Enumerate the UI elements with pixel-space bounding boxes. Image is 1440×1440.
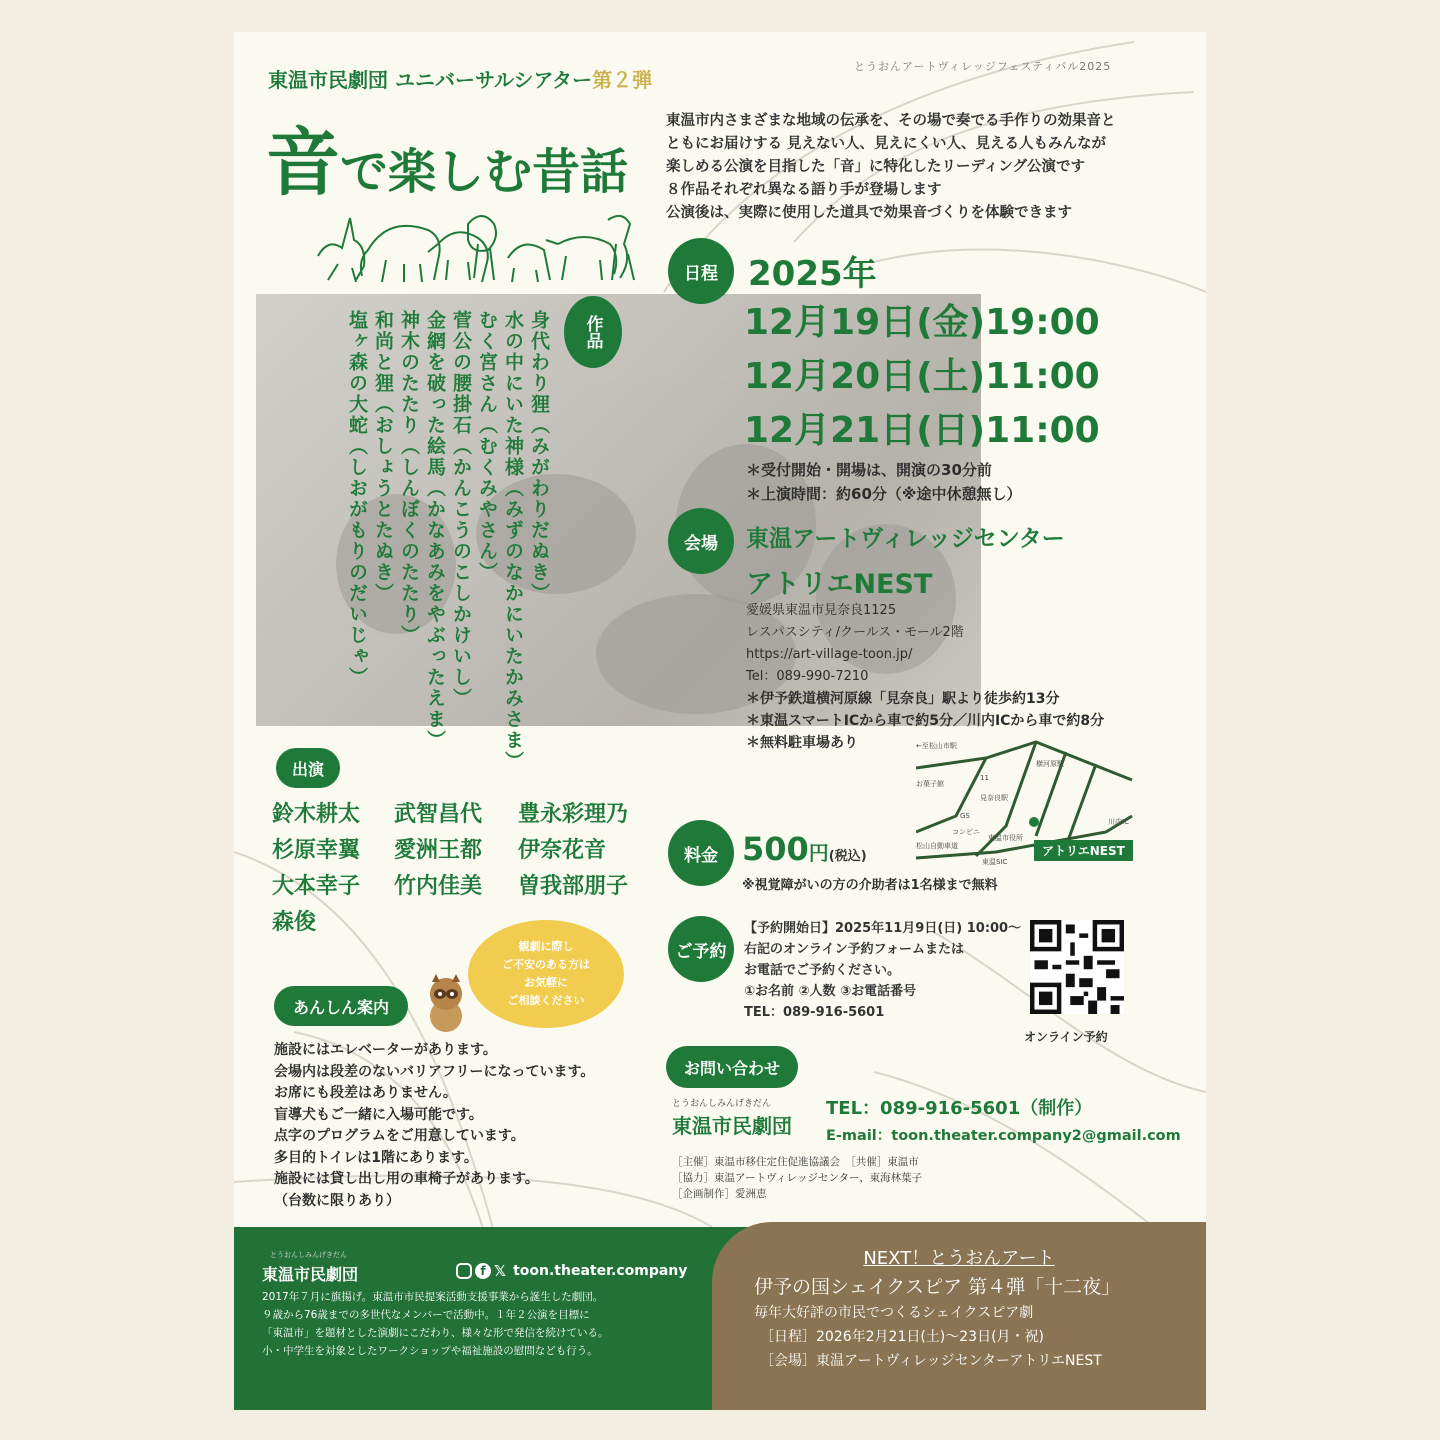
map-label: コンビニ [952,828,980,836]
footer-ruby: とうおんしみんげきだん [270,1251,347,1259]
intro-line: ８作品それぞれ異なる語り手が登場します [666,182,942,198]
festival-name: とうおんアートヴィレッジフェスティバル2025 [854,60,1112,73]
price-tax: (税込) [828,849,867,864]
schedule-date: 12月19日(金)19:00 [744,302,1100,343]
anshin-item: 多目的トイレは1階にあります。 [274,1149,478,1166]
map-label: 東温SIC [982,858,1008,866]
venue-pin-icon [1029,817,1039,827]
next-title: NEXT！とうおんアート [863,1248,1055,1269]
social-handle[interactable]: toon.theater.company [513,1263,688,1279]
x-icon[interactable]: 𝕏 [494,1262,507,1280]
price-amount [742,830,867,868]
series-text: 東温市民劇団 ユニバーサルシアター [268,68,593,92]
next-show-title: 伊予の国シェイクスピア 第４弾「十二夜」 [754,1276,1121,1298]
qr-code-icon[interactable] [1030,920,1124,1014]
contact-tel: TEL：089-916-5601（制作） [826,1098,1093,1119]
work-item: 菅公の腰掛石（かんこうのこしかけいし） [450,310,472,709]
map-label: 川内IC [1108,818,1129,826]
map-label: 東温市役所 [988,834,1023,842]
cast-name: 竹内佳美 [394,874,483,899]
reserve-line: 右記のオンライン予約フォームまたは [744,942,964,957]
title-rest: で楽しむ昔話 [340,144,629,200]
schedule-date: 12月21日(日)11:00 [744,410,1100,451]
work-item: 金網を破った絵馬（かなあみをやぶったえま） [424,310,446,751]
reserve-line: お電話でご予約ください。 [744,963,901,978]
bubble-line: お気軽に [524,976,568,989]
cast-name: 鈴木耕太 [272,802,361,827]
access-note: ＊無料駐車場あり [746,735,858,751]
intro-line: 楽しめる公演を目指した「音」に特化したリーディング公演です [666,159,1086,175]
anshin-item: 点字のプログラムをご用意しています。 [274,1128,525,1144]
work-item: 神木のたたり（しんぼくのたたり） [398,310,420,646]
anshin-item: （台数に限りあり） [274,1192,400,1209]
credits [672,1154,922,1202]
contact-email[interactable]: E-mail：toon.theater.company2@gmail.com [826,1128,1181,1144]
access-note: ＊東温スマートICから車で約5分／川内ICから車で約8分 [746,713,1105,729]
next-date: ［日程］2026年2月21日(土)～23日(月・祝) [760,1329,1045,1345]
contact-org: 東温市民劇団 [672,1114,792,1138]
anshin-label: あんしん案内 [274,986,408,1026]
price-unit: 円 [808,841,829,865]
footer-org: 東温市民劇団 [262,1265,359,1284]
credit-line: ［企画制作］愛洲恵 [672,1188,767,1200]
reserve-line: ①お名前 ②人数 ③お電話番号 [744,984,917,999]
works-list [345,310,551,772]
footer-desc-line: ９歳から76歳までの多世代なメンバーで活動中。１年２公演を目標に [262,1309,590,1321]
cast-name: 豊永彩理乃 [518,802,629,827]
instagram-icon[interactable] [456,1263,472,1279]
venue-details [746,600,1104,754]
schedule-note: ＊上演時間：約60分（※途中休憩無し） [746,485,1022,503]
map-label: 松山自動車道 [916,842,958,850]
main-title [266,104,628,210]
cast-grid [272,798,648,940]
schedule-label: 日程 [668,238,734,304]
bubble-line: ご相談ください [507,994,585,1007]
map-label: 11 [980,774,989,782]
anshin-item: 盲導犬もご一緒に入場可能です。 [274,1106,483,1123]
cast-name: 大本幸子 [272,874,361,899]
intro-line: 東温市内さまざまな地域の伝承を、その場で奏でる手作りの効果音と [666,113,1116,129]
credit-line: ［主催］東温市移住定住促進協議会 ［共催］東温市 [672,1156,919,1168]
venue-tel: Tel：089-990-7210 [746,669,869,684]
price-note: ※視覚障がいの方の介助者は1名様まで無料 [742,878,998,893]
anshin-item: お席にも段差はありません。 [274,1085,457,1101]
schedule-note: ＊受付開始・開場は、開演の30分前 [746,461,992,479]
anshin-item: 施設には貸し出し用の車椅子があります。 [274,1171,539,1187]
venue-name: 東温アートヴィレッジセンター [746,526,1065,552]
intro-line: 公演後は、実際に使用した道具で効果音づくりを体験できます [666,205,1072,221]
cast-name: 曽我部朋子 [518,874,629,899]
schedule-year: 2025年 [748,254,877,294]
work-item: 水の中にいた神様（みずのなかにいたかみさま） [502,310,524,772]
footer-desc-line: 「東温市」を題材とした演劇にこだわり、様々な形で発信を続けている。 [262,1327,609,1339]
price-label: 料金 [668,820,734,886]
flyer [234,32,1206,1410]
venue-label: 会場 [668,508,734,574]
cast-name: 森俊 [272,910,317,935]
work-item: 身代わり狸（みがわりだぬき） [528,310,550,604]
social-icons [456,1262,687,1280]
series-number: 第２弾 [592,68,653,92]
contact-label: お問い合わせ [666,1046,798,1088]
reserve-line: TEL：089-916-5601 [744,1005,885,1020]
anshin-item: 会場内は段差のないバリアフリーになっています。 [274,1063,595,1080]
reserve-label: ご予約 [668,916,734,982]
cast-name: 杉原幸翼 [272,838,361,863]
work-item: むく宮さん（むくみやさん） [476,310,498,583]
venue-url[interactable]: https://art-village-toon.jp/ [746,647,913,662]
cast-name: 伊奈花音 [518,838,607,863]
tanuki-icon [420,972,472,1034]
work-item: 塩ヶ森の大蛇（しおがもりのだいじゃ） [346,310,368,688]
footer-description [262,1288,609,1360]
bubble-line: 観劇に際し [518,940,574,953]
facebook-icon[interactable]: f [475,1263,491,1279]
work-item: 和尚と狸（おしょうとたぬき） [372,310,394,604]
anshin-list [274,1040,594,1212]
cast-name: 愛洲王都 [394,838,483,863]
map-label: 横河原駅 [1036,760,1064,768]
venue-address: 愛媛県東温市見奈良1125 [746,603,897,618]
animal-parade-illustration [308,204,648,286]
access-note: ＊伊予鉄道横河原線「見奈良」駅より徒歩約13分 [746,691,1060,707]
reserve-line: 【予約開始日】2025年11月9日(日) 10:00～ [744,921,1022,936]
consult-bubble [468,920,624,1028]
schedule-dates [744,296,1100,458]
next-venue: ［会場］東温アートヴィレッジセンターアトリエNEST [760,1353,1102,1369]
map-label: ←至松山市駅 [916,742,957,750]
works-label: 作品 [564,296,622,368]
anshin-item: 施設にはエレベーターがあります。 [274,1042,497,1058]
venue-address-2: レスパスシティ/クールス・モール2階 [746,625,964,640]
credit-line: ［協力］東温アートヴィレッジセンター、東海林葉子 [672,1172,923,1184]
cast-name: 武智昌代 [394,802,483,827]
intro-paragraph [666,110,1116,225]
schedule-date: 12月20日(土)11:00 [744,356,1100,397]
contact-ruby: とうおんしみんげきだん [672,1099,772,1109]
footer-desc-line: 小・中学生を対象としたワークショップや福祉施設の慰問なども行う。 [262,1345,598,1357]
intro-line: ともにお届けする 見えない人、見えにくい人、見える人もみんなが [666,136,1107,152]
map-venue-badge: アトリエNEST [1034,840,1133,861]
price-value: 500 [742,830,809,868]
footer-desc-line: 2017年７月に旗揚げ。東温市市民提案活動支援事業から誕生した劇団。 [262,1291,604,1303]
cast-label: 出演 [276,748,340,788]
map-label: お菓子館 [916,780,944,788]
map-label: GS [960,812,970,820]
map-label: 見奈良駅 [980,794,1008,802]
reserve-details [744,918,1021,1023]
bubble-line: ご不安のある方は [502,958,590,971]
title-big-char: 音 [266,120,340,206]
series-line [268,64,652,93]
schedule-notes [746,458,1021,506]
venue-name-room: アトリエNEST [746,569,933,600]
qr-caption: オンライン予約 [1024,1030,1108,1044]
next-subtitle: 毎年大好評の市民でつくるシェイクスピア劇 [754,1305,1034,1321]
